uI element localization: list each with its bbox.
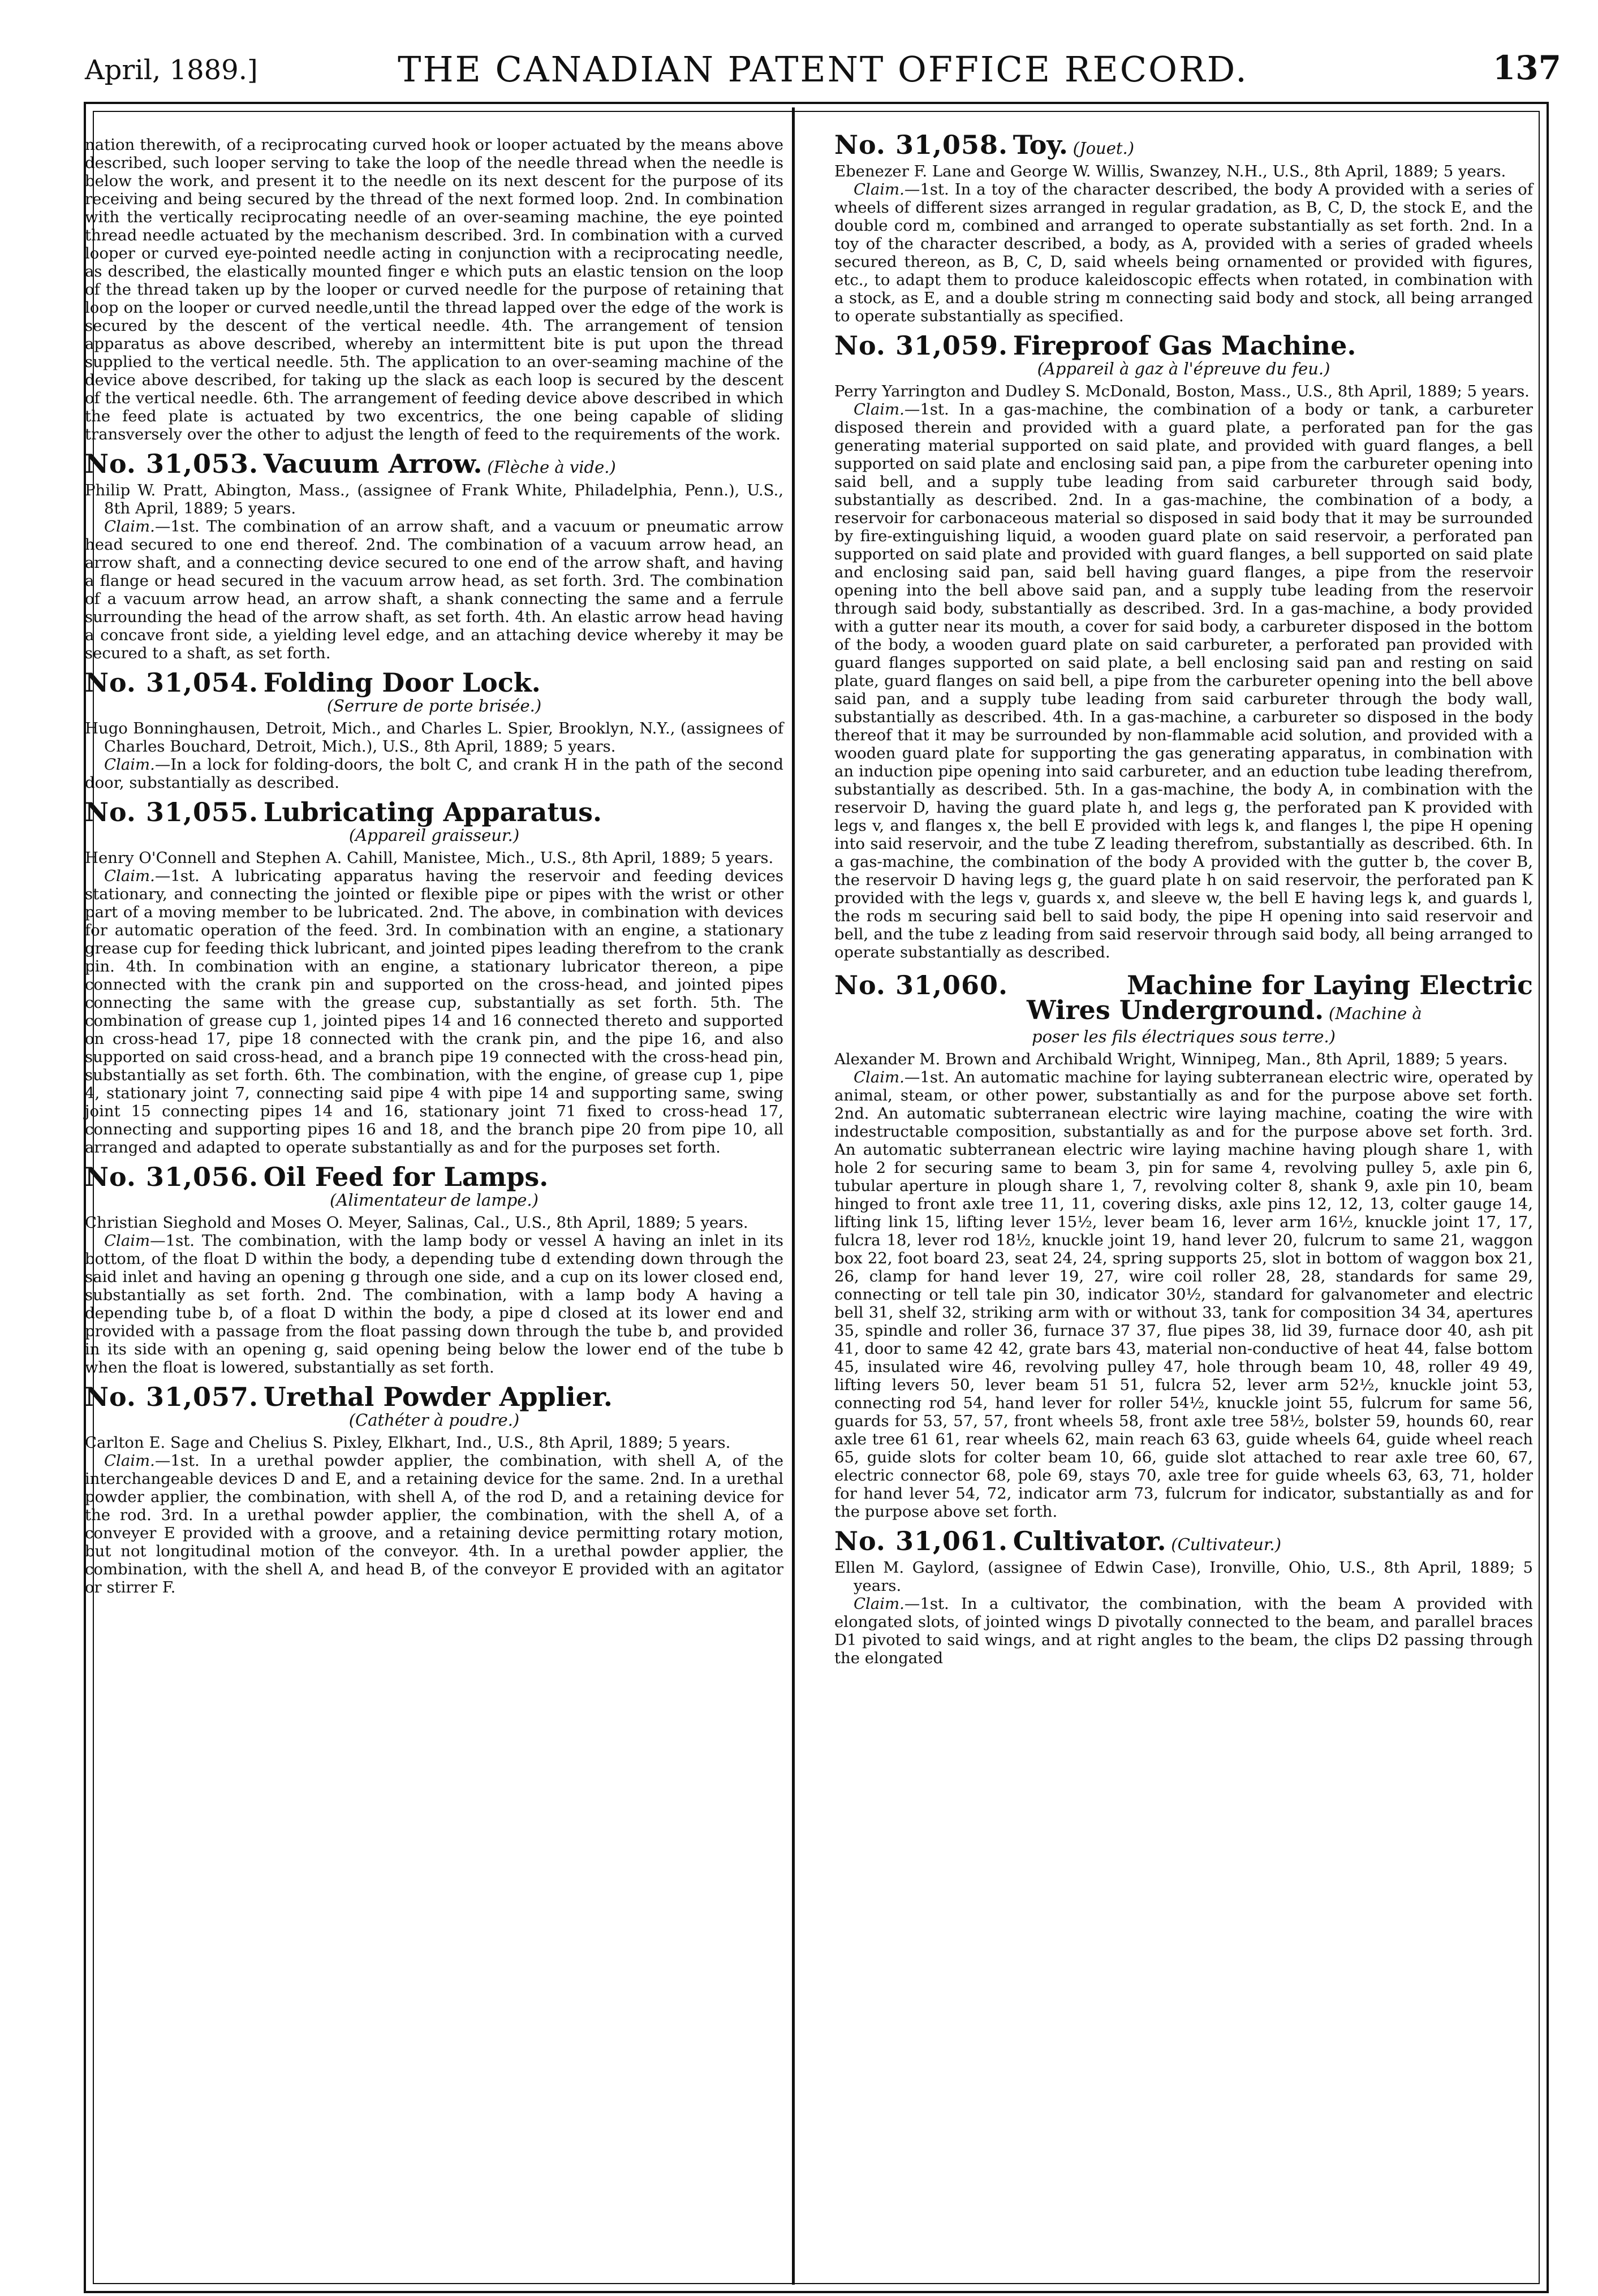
claim-label: Claim. [104, 867, 155, 885]
patent-translation: (Cathéter à poudre.) [348, 1410, 520, 1430]
claim-label: Claim [104, 1232, 150, 1250]
patent-title: Vacuum Arrow. [263, 448, 483, 479]
patentee: Alexander M. Brown and Archibald Wright, Winnipeg, Man., 8th April, 1889; 5 years. [834, 1050, 1508, 1068]
continued-claim: nation therewith, of a reciprocating curved hook or looper actuated by the means above described, such looper serving to take the loop of the needle thread when the needle is below the work, and present it to the needle on its next descent for the purpose of its receiving and being secured by the thread of the next formed loop. 2nd. In combination with the vertically reciprocating needle of an over-seaming machine, the eye pointed thread needle actuated by the mechanism described. 3rd. In combination with a curved looper or curved eye-pointed needle acting in conjunction with a reciprocating needle, as described, the elastically mounted finger e which puts an elastic tension on the loop of the thread taken up by the looper or curved needle for the purpose of retaining that loop on the looper or curved needle,until the thread lapped over the edge of the work is secured by the descent of the vertical needle. 4th. The arrangement of tension apparatus as above described, whereby an intermittent bite is put upon the thread supplied to the vertical needle. 5th. The application to an over-seaming machine of the device above described, for taking up the slack as each loop is secured by the descent of the vertical needle. 6th. The arrangement of feeding device above described in which the feed plate is actuated by two excentrics, the one being capable of sliding transversely over the other to adjust the length of feed to the requirements of the work. [85, 136, 783, 443]
column-divider [792, 107, 795, 2285]
patent-number: No. 31,058. [834, 130, 1009, 160]
claim [85, 1452, 783, 1596]
patent-translation: (Alimentateur de lampe.) [330, 1190, 539, 1210]
patent-title: Toy. [1013, 130, 1068, 160]
patent-entry-31053 [85, 448, 783, 662]
patent-number: No. 31,061. [834, 1526, 1009, 1556]
entry-heading [834, 130, 1533, 160]
claim-text: —1st. In a gas-machine, the combination of a body or tank, a carbureter disposed therein and provided with a guard plate, a perforated pan for the gas generating material supported on said plate, and provided with guard flanges, a bell supported on said plate and enclosing said pan, a pipe from the carbureter opening into said bell, and a supply tube leading from said carbureter through said body, substantially as described. 2nd. In a gas-machine, the combination of a body, a reservoir for carbonaceous material so disposed in said body that it may be surrounded by fire-extinguishing liquid, a wooden guard plate on said reservoir, a perforated pan supported on said plate and provided with guard flanges, a bell supported on said plate and enclosing said pan, said bell having guard flanges, a pipe from the reservoir opening into the bell above said pan, and a supply tube leading from the reservoir through said body, substantially as described. 3rd. In a gas-machine, a body provided with a gutter near its mouth, a cover for said body, a carbureter disposed in the bottom of the body, a wooden guard plate on said carbureter, a perforated pan provided with guard flanges supported on said plate, a bell enclosing said pan and resting on said plate, guard flanges on said bell, a pipe from the carbureter opening into the bell above said pan, and a supply tube leading from said carbureter through the body wall, substantially as described. 4th. In a gas-machine, a carbureter so disposed in the body thereof that it may be surrounded by non-flammable acid solution, and provided with a wooden guard plate for supporting the gas generating apparatus, in combination with an induction pipe opening into said carbureter, and an eduction tube leading therefrom, substantially as described. 5th. In a gas-machine, the body A, in combination with the reservoir D, having the guard plate h, and legs g, the perforated pan K provided with legs v, and flanges x, the bell E provided with legs k, and flanges l, the pipe H opening into said reservoir, and the tube Z leading therefrom, substantially as described. 6th. In a gas-machine, the combination of the body A provided with the gutter b, the cover B, the reservoir D having legs g, the guard plate h on said reservoir, the perforated pan K provided with the legs v, guards x, and sleeve w, the bell E having legs k, and guards l, the rods m securing said bell to said body, the pipe H opening into said reservoir and bell, and the tube z leading from said reservoir through said body, all being arranged to operate substantially as described. [834, 400, 1533, 961]
patent-entry-31057 [85, 1382, 783, 1596]
patent-title: Fireproof Gas Machine. [1013, 330, 1356, 361]
patent-number: No. 31,055. [85, 797, 259, 827]
patent-entry-31055 [85, 797, 783, 1156]
patent-title: Oil Feed for Lamps. [263, 1162, 549, 1192]
patent-title: Lubricating Apparatus. [263, 797, 602, 827]
patent-translation-part-2: poser les fils électriques sous terre.) [1032, 1027, 1336, 1046]
claim [834, 1595, 1533, 1667]
heading-line-2 [834, 995, 1533, 1026]
claim-label: Claim. [104, 756, 155, 774]
patent-translation: (Flèche à vide.) [487, 458, 616, 477]
patent-translation-part-1: (Machine à [1328, 1004, 1422, 1023]
claim-text: —1st. In a toy of the character described, the body A provided with a series of wheels of different sizes arranged in regular gradation, as B, C, D, the stock E, and the double cord m, combined and arranged to operate substantially as set forth. 2nd. In a toy of the character described, a body, as A, provided with a series of graded wheels secured thereon, as B, C, D, said wheels being ornamented or provided with figures, etc., to adapt them to produce kaleidoscopic effects when rotated, in combination with a stock, as E, and a double string m connecting said body and stock, all being arranged to operate substantially as specified. [834, 180, 1533, 325]
claim-text: —In a lock for folding-doors, the bolt C, and crank H in the path of the second door, substantially as described. [85, 756, 783, 792]
patent-entry-31058 [834, 130, 1533, 325]
patent-entry-31060 [834, 970, 1533, 1521]
patent-translation: (Appareil à gaz à l'épreuve du feu.) [1037, 359, 1330, 378]
claim-label: Claim. [854, 1068, 904, 1086]
entry-heading [85, 797, 783, 827]
claim-label: Claim. [854, 400, 904, 418]
patentee: Ebenezer F. Lane and George W. Willis, Swanzey, N.H., U.S., 8th April, 1889; 5 years. [834, 162, 1506, 180]
patent-title-line-2: Wires Underground. [1027, 995, 1324, 1025]
patent-number: No. 31,053. [85, 448, 259, 479]
claim-label: Claim. [104, 517, 155, 536]
claim-label: Claim. [854, 1595, 904, 1613]
patent-entry-31061 [834, 1526, 1533, 1667]
claim [85, 517, 783, 662]
patentee: Philip W. Pratt, Abington, Mass., (assignee of Frank White, Philadelphia, Penn.), U.S., 8th April, 1889; 5 years. [85, 481, 783, 517]
patentee: Hugo Bonninghausen, Detroit, Mich., and Charles L. Spier, Brooklyn, N.Y., (assignees of Charles Bouchard, Detroit, Mich.), U.S., 8th April, 1889; 5 years. [85, 719, 783, 756]
patent-translation: (Jouet.) [1072, 139, 1135, 158]
left-column [85, 136, 783, 1596]
patentee: Ellen M. Gaylord, (assignee of Edwin Case), Ironville, Ohio, U.S., 8th April, 1889; 5 years. [834, 1559, 1533, 1595]
claim [85, 756, 783, 792]
claim [85, 1232, 783, 1376]
entry-heading [85, 667, 783, 698]
patent-title: Urethal Powder Applier. [263, 1382, 613, 1412]
claim-text: —1st. An automatic machine for laying subterranean electric wire, operated by animal, steam, or other power, substantially as and for the purpose above set forth. 2nd. An automatic subterranean electric wire laying machine, coating the wire with indestructable composition, substantially as and for the purpose above set forth. 3rd. An automatic subterranean electric wire laying machine having plough share 1, with hole 2 for securing same to beam 3, pin for same 4, revolving pulley 5, axle pin 6, tubular aperture in plough share 1, 7, revolving colter 8, shank 9, axle pin 10, beam hinged to front axle tree 11, 11, covering disks, axle pins 12, 12, 13, colter gauge 14, lifting link 15, lifting lever 15½, lever beam 16, lever arm 16½, knuckle joint 17, 17, fulcra 18, lever rod 18½, knuckle joint 19, hand lever 20, fulcrum to same 21, waggon box 22, foot board 23, seat 24, 24, spring supports 25, slot in bottom of waggon box 21, 26, clamp for hand lever 19, 27, wire coil roller 28, 28, standards for same 29, connecting or tell tale pin 30, indicator 30½, standard for galvanometer and electric bell 31, shelf 32, striking arm with or without 33, tank for composition 34 34, apertures 35, spindle and roller 36, furnace 37 37, flue pipes 38, lid 39, furnace door 40, ash pit 41, door to same 42 42, grate bars 43, material non-conductive of heat 44, false bottom 45, insulated wire 46, revolving pulley 47, hole through beam 10, 48, roller 49 49, lifting levers 50, lever beam 51 51, fulcra 52, lever arm 52½, knuckle joint 53, connecting rod 54, hand lever for roller 54½, knuckle joint 55, fulcrum for same 56, guards for 53, 57, 57, front wheels 58, front axle tree 58½, bolster 59, hounds 60, rear axle tree 61 61, rear wheels 62, main reach 63 63, guide wheels 64, guide wheel reach 65, guide slots for colter beam 10, 66, guide slot attached to rear axle tree 60, 67, electric connector 68, pole 69, stays 70, axle tree for guide wheels 63, 63, 71, holder for hand lever 54, 72, indicator arm 73, fulcrum for indicator, substantially as and for the purpose above set forth. [834, 1068, 1533, 1521]
heading-line-1 [834, 970, 1533, 1000]
claim-label: Claim. [854, 180, 904, 198]
patent-number: No. 31,059. [834, 330, 1009, 361]
claim-text: —1st. The combination, with the lamp body or vessel A having an inlet in its bottom, of the float D within the body, a depending tube d extending down through the said inlet and having an opening g through one side, and a cup on its lower closed end, substantially as set forth. 2nd. The combination, with a lamp body A having a depending tube b, of a float D within the body, a pipe d closed at its lower end and provided with a passage from the float passing down through the tube b, and provided in its side with an opening g, said opening being below the lower end of the tube b when the float is lowered, substantially as set forth. [85, 1232, 783, 1376]
patentee: Perry Yarrington and Dudley S. McDonald, Boston, Mass., U.S., 8th April, 1889; 5 years. [834, 382, 1530, 400]
claim [834, 400, 1533, 961]
claim [834, 1068, 1533, 1521]
claim-text: —1st. In a urethal powder applier, the combination, with shell A, of the interchangeable devices D and E, and a retaining device for the same. 2nd. In a urethal powder applier, the combination, with shell A, of the rod D, and a retaining device for the rod. 3rd. In a urethal powder applier, the combination, with the shell A, of a conveyer E provided with a groove, and a retaining device permitting rotary motion, but not longitudinal motion of the conveyor. 4th. In a urethal powder applier, the combination, with the shell A, and head B, of the conveyor E provided with an agitator or stirrer F. [85, 1452, 783, 1596]
patent-translation: (Serrure de porte brisée.) [326, 696, 542, 715]
claim [834, 180, 1533, 325]
issue-date: April, 1889.] [85, 54, 258, 86]
patentee: Henry O'Connell and Stephen A. Cahill, Manistee, Mich., U.S., 8th April, 1889; 5 years. [85, 849, 774, 867]
claim-text: —1st. The combination of an arrow shaft, and a vacuum or pneumatic arrow head secured to one end thereof. 2nd. The combination of a vacuum arrow head, an arrow shaft, and a connecting device secured to one end of the arrow shaft, and having a flange or head secured in the vacuum arrow head, as set forth. 3rd. The combination of a vacuum arrow head, an arrow shaft, a shank connecting the same and a ferrule surrounding the head of the arrow shaft, as set forth. 4th. An elastic arrow head having a concave front side, a yielding level edge, and an attaching device whereby it may be secured to a shaft, as set forth. [85, 517, 783, 662]
patent-title: Cultivator. [1013, 1526, 1166, 1556]
patent-number: No. 31,060. [834, 970, 1009, 1000]
claim-label: Claim. [104, 1452, 155, 1470]
entry-heading [834, 1526, 1533, 1556]
entry-heading [85, 1162, 783, 1192]
patent-title-line-1: Machine for Laying Electric [1127, 970, 1533, 1000]
entry-heading [834, 970, 1533, 1026]
patent-number: No. 31,057. [85, 1382, 259, 1412]
entry-heading [85, 448, 783, 479]
page-header [85, 46, 1561, 97]
claim-text: —1st. A lubricating apparatus having the reservoir and feeding devices stationary, and connecting the jointed or flexible pipe or pipes with the wrist or other part of a moving member to be lubricated. 2nd. The above, in combination with devices for automatic operation of the feed. 3rd. In combination with an engine, a stationary grease cup for feeding thick lubricant, and jointed pipes leading therefrom to the crank pin. 4th. In combination with an engine, a stationary lubricator thereon, a pipe connected with the crank pin and supported on the cross-head, and jointed pipes connecting the same with the grease cup, substantially as set forth. 5th. The combination of grease cup 1, jointed pipes 14 and 16 connected thereto and supported on cross-head 17, pipe 18 connected with the crank pin, and the pipe 16, and also supported on said cross-head, and a branch pipe 19 connected with the cross-head pin, substantially as set forth. 6th. The combination, with the engine, of grease cup 1, pipe 4, stationary joint 7, connecting said pipe 4 with pipe 14 and supporting same, swing joint 15 connecting pipes 14 and 16, stationary joint 71 fixed to cross-head 17, connecting and supporting pipes 16 and 18, and the branch pipe 20 from pipe 10, all arranged and adapted to operate substantially as and for the purposes set forth. [85, 867, 783, 1156]
right-column [834, 130, 1533, 1667]
patent-translation: (Cultivateur.) [1171, 1535, 1282, 1554]
claim [85, 867, 783, 1156]
patent-number: No. 31,054. [85, 667, 259, 698]
patent-number: No. 31,056. [85, 1162, 259, 1192]
patent-entry-31054 [85, 667, 783, 792]
patent-entry-31056 [85, 1162, 783, 1376]
patent-title: Folding Door Lock. [263, 667, 541, 698]
entry-heading [85, 1382, 783, 1412]
page-number: 137 [1492, 49, 1561, 87]
patentee: Carlton E. Sage and Chelius S. Pixley, Elkhart, Ind., U.S., 8th April, 1889; 5 years. [85, 1434, 731, 1452]
patent-entry-31059 [834, 330, 1533, 961]
patentee: Christian Sieghold and Moses O. Meyer, Salinas, Cal., U.S., 8th April, 1889; 5 years. [85, 1214, 748, 1232]
patent-translation: (Appareil graisseur.) [348, 826, 520, 845]
entry-heading [834, 330, 1533, 361]
claim-text: —1st. In a cultivator, the combination, with the beam A provided with elongated slots, of jointed wings D pivotally connected to the beam, and parallel braces D1 pivoted to said wings, and at right angles to the beam, the clips D2 passing through the elongated [834, 1595, 1533, 1667]
publication-title: THE CANADIAN PATENT OFFICE RECORD. [398, 49, 1248, 90]
